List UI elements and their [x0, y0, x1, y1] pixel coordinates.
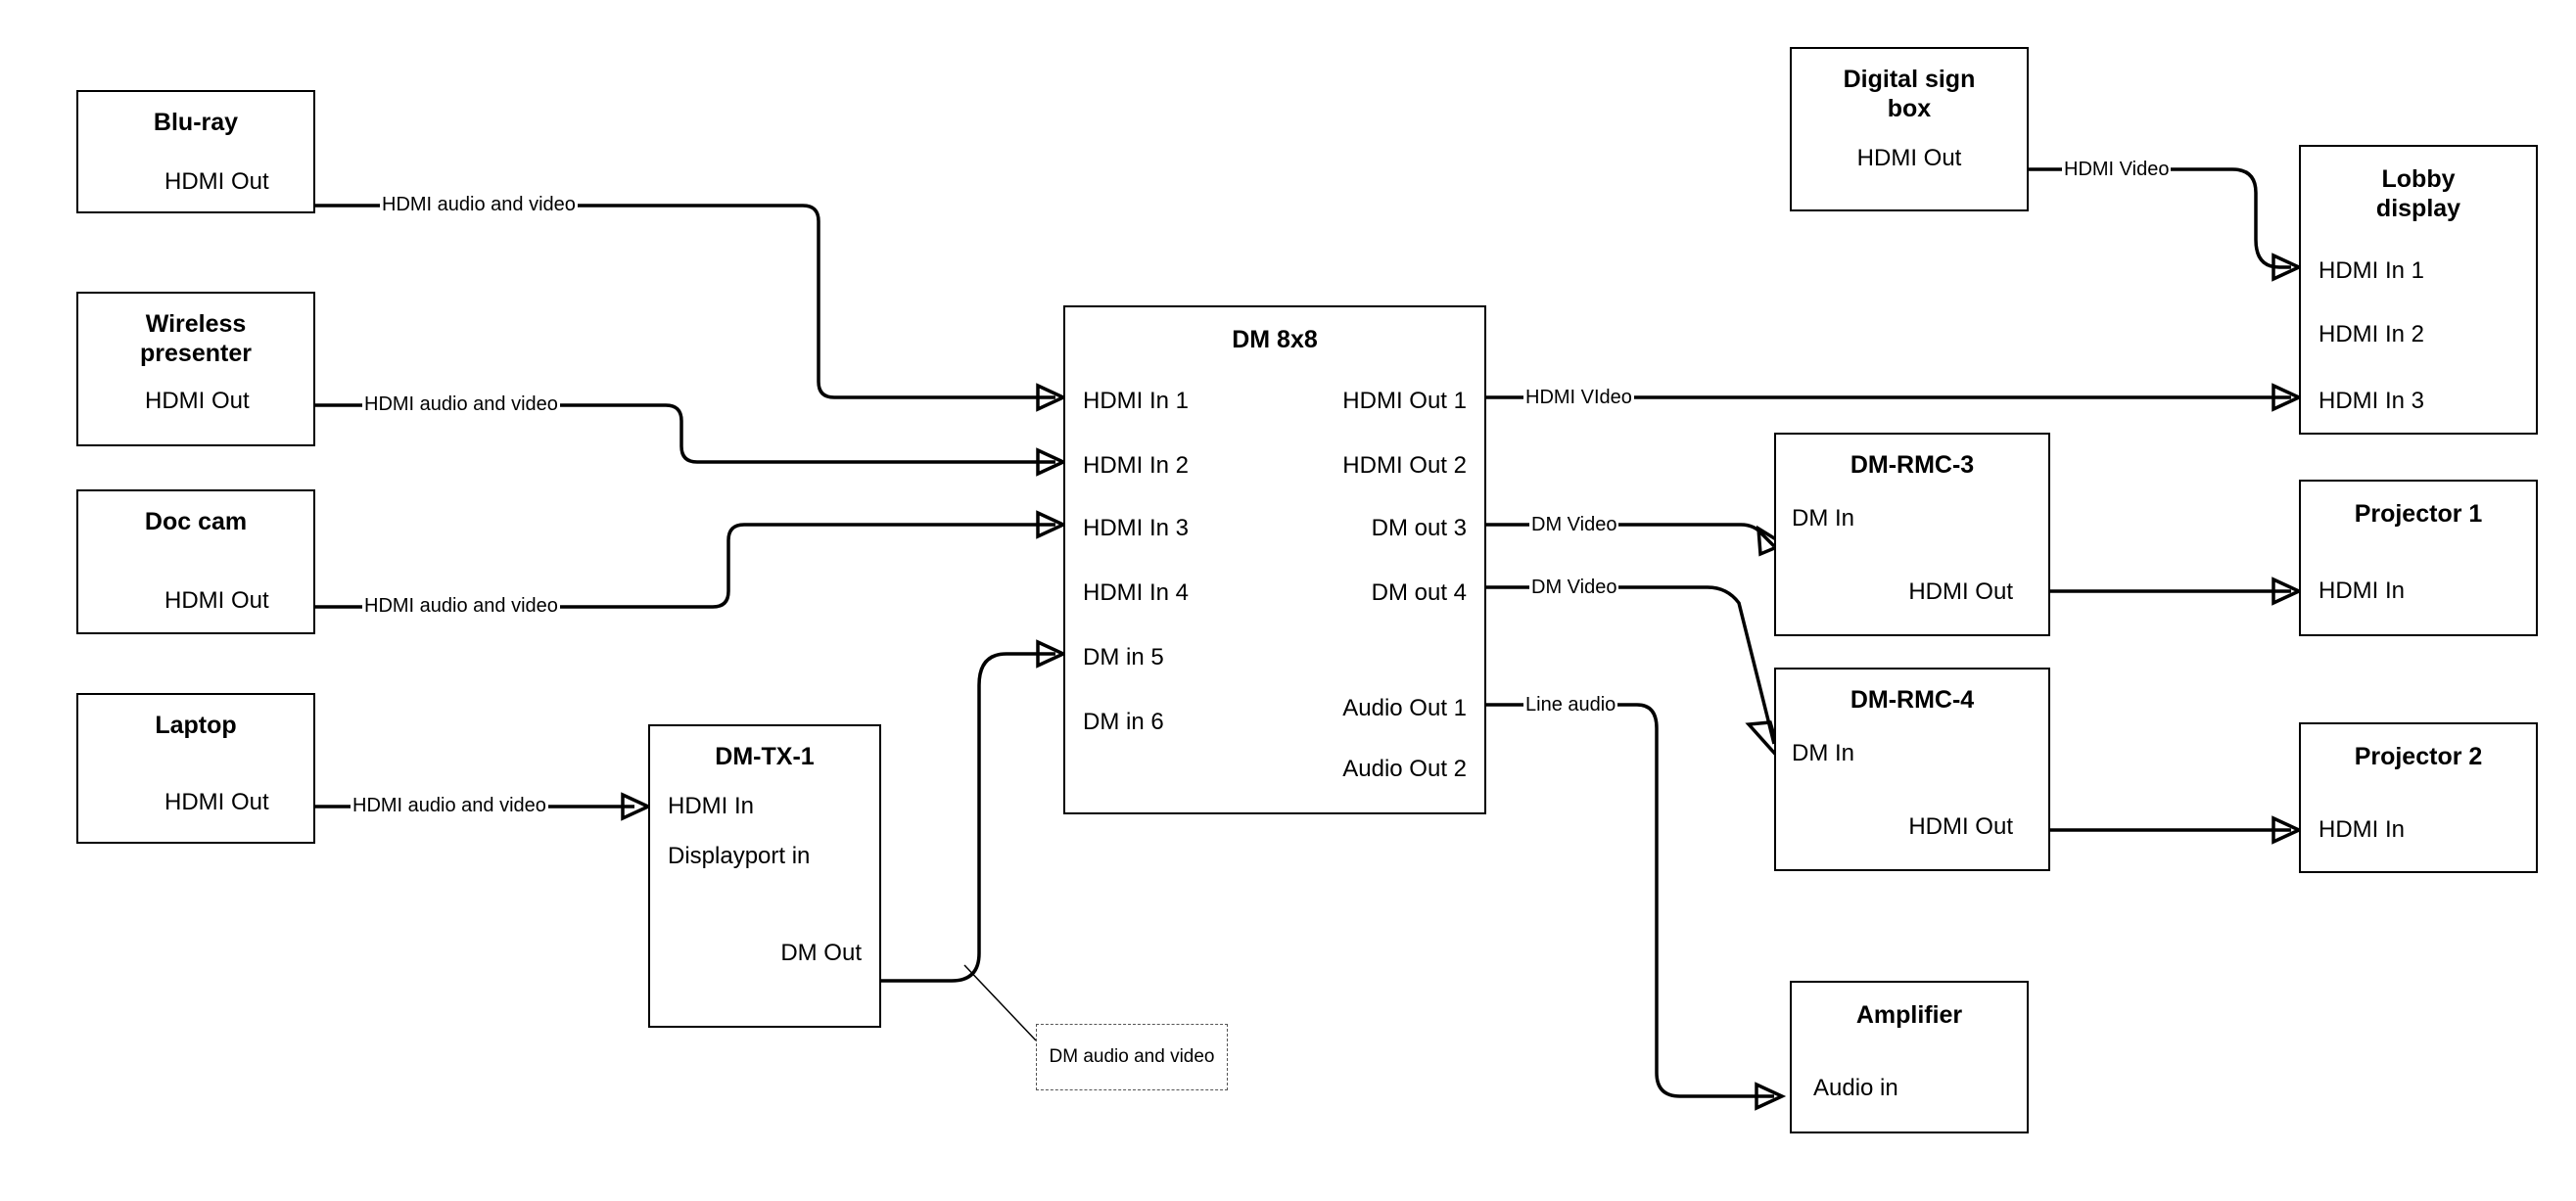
node-digital-sign-box-title: Digital sign box — [1843, 66, 1976, 122]
node-wireless-presenter-title: Wireless presenter — [140, 310, 252, 367]
node-lobby-display-title: Lobby display — [2375, 165, 2461, 222]
node-doc-cam[interactable] — [76, 489, 315, 634]
node-projector-1[interactable] — [2299, 480, 2538, 636]
node-lobby-display-port-hdmi-in-2: HDMI In 2 — [2318, 321, 2425, 347]
edge-label-dm-out-3-video: DM Video — [1531, 514, 1617, 535]
node-dm-8x8[interactable] — [1063, 305, 1486, 814]
edge-label-wireless-hdmi: HDMI audio and video — [364, 393, 558, 415]
node-dm-8x8-port-hdmi-in-3: HDMI In 3 — [1083, 515, 1190, 541]
node-laptop-title: Laptop — [155, 712, 237, 739]
node-dm-8x8-port-hdmi-in-2: HDMI In 2 — [1083, 452, 1190, 479]
node-dm-rmc-3-port-hdmi-out: HDMI Out — [1908, 577, 2013, 605]
node-bluray[interactable] — [76, 90, 315, 213]
node-dm-8x8-port-audio-out-1: Audio Out 1 — [1342, 695, 1467, 721]
edge-label-dm-out-4-video: DM Video — [1531, 577, 1617, 598]
edge-label-laptop-hdmi: HDMI audio and video — [352, 795, 546, 816]
node-projector-1-port-hdmi-in: HDMI In — [2318, 577, 2406, 604]
node-dm-tx-1-port-displayport-in: Displayport in — [668, 842, 811, 869]
edge-label-digital-sign-hdmi-video: HDMI Video — [2064, 159, 2170, 180]
note-dm-audio-and-video: DM audio and video — [1036, 1024, 1228, 1090]
node-amplifier-port-audio-in: Audio in — [1813, 1075, 1898, 1101]
node-doc-cam-port-hdmi-out: HDMI Out — [164, 587, 269, 614]
node-digital-sign-box-port-hdmi-out: HDMI Out — [1856, 145, 1962, 171]
node-dm-rmc-3-title: DM-RMC-3 — [1850, 451, 1975, 479]
node-dm-8x8-port-dm-out-3: DM out 3 — [1371, 515, 1467, 541]
node-amplifier[interactable] — [1790, 981, 2029, 1133]
node-dm-rmc-4[interactable] — [1774, 668, 2050, 871]
node-projector-2[interactable] — [2299, 722, 2538, 873]
node-dm-8x8-port-hdmi-out-2: HDMI Out 2 — [1342, 452, 1467, 479]
node-dm-8x8-port-hdmi-in-4: HDMI In 4 — [1083, 579, 1190, 606]
edge-label-hdmi-out-1-video: HDMI VIdeo — [1525, 387, 1632, 408]
node-bluray-port-hdmi-out: HDMI Out — [164, 168, 269, 195]
node-projector-1-title: Projector 1 — [2354, 500, 2483, 528]
edge-label-bluray-hdmi: HDMI audio and video — [382, 194, 576, 215]
node-dm-8x8-title: DM 8x8 — [1232, 326, 1318, 353]
node-dm-8x8-port-hdmi-out-1: HDMI Out 1 — [1342, 388, 1467, 414]
node-dm-rmc-4-port-dm-in: DM In — [1792, 740, 1855, 766]
node-projector-2-title: Projector 2 — [2354, 743, 2483, 770]
node-lobby-display-port-hdmi-in-3: HDMI In 3 — [2318, 388, 2425, 414]
node-dm-8x8-port-hdmi-in-1: HDMI In 1 — [1083, 388, 1190, 414]
node-wireless-presenter[interactable] — [76, 292, 315, 446]
node-dm-tx-1-title: DM-TX-1 — [715, 743, 815, 770]
node-dm-rmc-3[interactable] — [1774, 433, 2050, 636]
node-doc-cam-title: Doc cam — [144, 508, 248, 535]
node-digital-sign-box[interactable] — [1790, 47, 2029, 211]
edge-label-audio-out-1-line-audio: Line audio — [1525, 694, 1616, 716]
node-dm-8x8-port-dm-in-6: DM in 6 — [1083, 709, 1164, 735]
node-dm-8x8-port-audio-out-2: Audio Out 2 — [1342, 756, 1467, 782]
node-dm-8x8-port-dm-out-4: DM out 4 — [1371, 579, 1467, 606]
node-laptop-port-hdmi-out: HDMI Out — [164, 789, 269, 815]
edge-label-doccam-hdmi: HDMI audio and video — [364, 595, 558, 617]
node-dm-8x8-port-dm-in-5: DM in 5 — [1083, 644, 1164, 670]
node-bluray-title: Blu-ray — [153, 109, 239, 136]
node-projector-2-port-hdmi-in: HDMI In — [2318, 816, 2406, 843]
node-dm-rmc-4-port-hdmi-out: HDMI Out — [1908, 812, 2013, 840]
node-dm-tx-1[interactable] — [648, 724, 881, 1028]
node-dm-rmc-3-port-dm-in: DM In — [1792, 505, 1855, 531]
node-wireless-presenter-port-hdmi-out: HDMI Out — [145, 388, 250, 414]
node-dm-tx-1-port-hdmi-in: HDMI In — [668, 793, 755, 819]
node-laptop[interactable] — [76, 693, 315, 844]
node-lobby-display-port-hdmi-in-1: HDMI In 1 — [2318, 257, 2425, 284]
node-dm-tx-1-port-dm-out: DM Out — [780, 939, 862, 966]
node-dm-rmc-4-title: DM-RMC-4 — [1850, 686, 1975, 714]
node-lobby-display[interactable] — [2299, 145, 2538, 435]
node-amplifier-title: Amplifier — [1855, 1001, 1963, 1029]
